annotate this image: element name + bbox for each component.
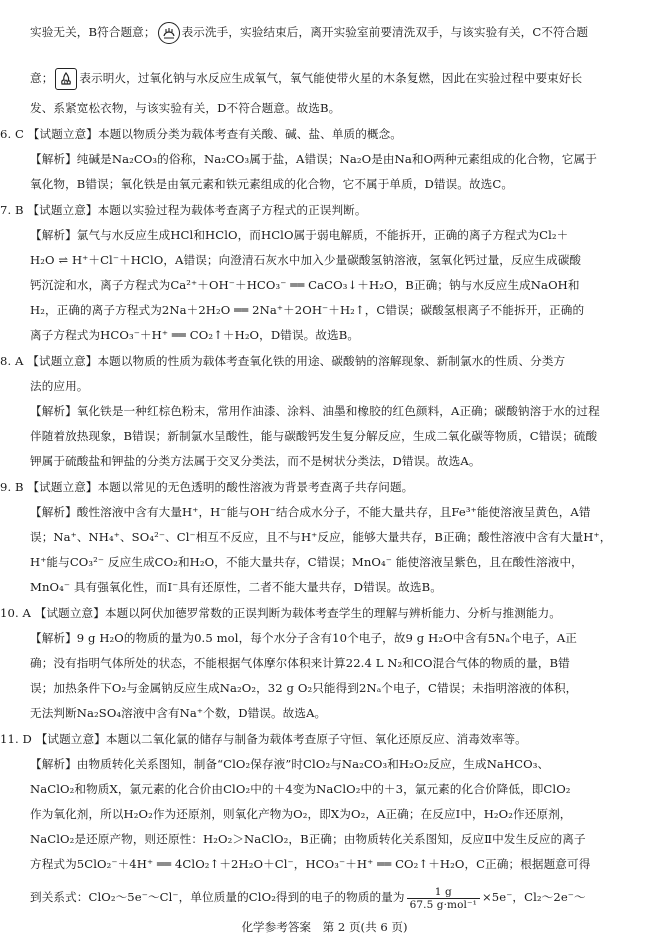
text-line-3: 发、系紧宽松衣物，与该实验有关，D不符合题意。故选B。: [30, 101, 341, 115]
text-line-25: 确；没有指明气体所处的状态，不能根据气体摩尔体积来计算22.4 L N₂和CO混合气体的物质的量，B错: [30, 656, 570, 670]
hand-wash-icon: [158, 22, 180, 44]
text-line-16: 伴随着放热现象，B错误；新制氯水呈酸性，能与碳酸钙发生复分解反应，生成二氧化碳等物质，C错误；硫酸: [30, 429, 598, 443]
text-line-2-part-a: 意；: [30, 71, 54, 85]
fraction-line-after: ×5e⁻，Cl₂～2e⁻～: [481, 890, 586, 904]
text-line-17: 钾属于硫酸盐和钾盐的分类方法属于交叉分类法，而不是树状分类法，D错误。故选A。: [30, 454, 481, 468]
text-line-13: 8. A 【试题立意】本题以物质的性质为载体考查氧化铁的用途、碳酸钠的溶解现象、新制氯水的性质、分类方: [0, 354, 566, 368]
text-line-2: [0, 68, 649, 90]
text-line-23: 10. A 【试题立意】本题以阿伏加德罗常数的正误判断为载体考查学生的理解与辨析能力、分析与推测能力。: [0, 606, 562, 620]
text-line-9: H₂O ⇌ H⁺＋Cl⁻＋HClO，A错误；向澄清石灰水中加入少量碳酸氢钠溶液，氢氧化钙过量，反应生成碳酸: [30, 253, 582, 267]
text-line-31: 作为氧化剂，所以H₂O₂作为还原剂，则氧化产物为O₂，即X为O₂，A正确；在反应Ⅰ中，H₂O₂作还原剂，: [30, 807, 572, 821]
text-line-21: H⁺能与CO₃²⁻ 反应生成CO₂和H₂O，不能大量共存，C错误；MnO₄⁻ 能使溶液呈紫色，且在酸性溶液中，: [30, 555, 583, 569]
text-line-24: 【解析】9 g H₂O的物质的量为0.5 mol，每个水分子含有10个电子，故9 g H₂O中含有5Nₐ个电子，A正: [30, 631, 577, 645]
text-line-32: NaClO₂是还原产物，则还原性：H₂O₂＞NaClO₂，B正确；由物质转化关系图知，反应Ⅱ中发生反应的离子: [30, 832, 586, 846]
text-line-6: 氧化物，B错误；氧化铁是由氧元素和铁元素组成的化合物，它不属于单质，D错误。故选C。: [30, 177, 514, 191]
fraction-denominator: 67.5 g·mol⁻¹: [409, 898, 477, 911]
text-line-5: 【解析】纯碱是Na₂CO₃的俗称，Na₂CO₃属于盐，A错误；Na₂O是由Na和O两种元素组成的化合物，它属于: [30, 152, 597, 166]
text-line-19: 【解析】酸性溶液中含有大量H⁺，H⁻能与OH⁻结合成水分子，不能大量共存，且Fe³⁺能使溶液呈黄色，A错: [30, 505, 591, 519]
text-line-18: 9. B 【试题立意】本题以常见的无色透明的酸性溶液为背景考查离子共存问题。: [0, 480, 414, 494]
text-line-12: 离子方程式为HCO₃⁻＋H⁺ ══ CO₂↑＋H₂O，D错误。故选B。: [30, 328, 360, 342]
fraction-numerator: 1 g: [407, 886, 480, 899]
text-line-15: 【解析】氧化铁是一种红棕色粉末，常用作油漆、涂料、油墨和橡胶的红色颜料，A正确；碳酸钠溶于水的过程: [30, 404, 600, 418]
flame-icon: [55, 68, 77, 90]
text-line-1-part-b: 表示洗手，实验结束后，离开实验室前要清洗双手，与该实验有关，C不符合题: [181, 25, 589, 39]
text-line-7: 7. B 【试题立意】本题以实验过程为载体考查离子方程式的正误判断。: [0, 203, 367, 217]
text-line-1-part-a: 实验无关，B符合题意；: [30, 25, 156, 39]
text-line-20: 误；Na⁺、NH₄⁺、SO₄²⁻、Cl⁻相互不反应，且不与H⁺反应，能够大量共存，B正确；酸性溶液中含有大量H⁺，: [30, 530, 612, 544]
text-line-28: 11. D 【试题立意】本题以二氧化氯的储存与制备为载体考查原子守恒、氧化还原反应、消毒效率等。: [0, 732, 527, 746]
text-line-fraction: [0, 883, 649, 911]
fraction-line-before: 到关系式：ClO₂～5e⁻～Cl⁻，单位质量的ClO₂得到的电子的物质的量为: [30, 890, 405, 904]
text-line-11: H₂，正确的离子方程式为2Na＋2H₂O ══ 2Na⁺＋2OH⁻＋H₂↑，C错误；碳酸氢根离子不能拆开，正确的: [30, 303, 585, 317]
fraction: [407, 886, 480, 911]
text-line-2-part-b: 表示明火，过氧化钠与水反应生成氧气，氧气能使带火星的木条复燃，因此在实验过程中要束好长: [79, 71, 583, 85]
text-line-29: 【解析】由物质转化关系图知，制备“ClO₂保存液”时ClO₂与Na₂CO₃和H₂O₂反应，生成NaHCO₃、: [30, 757, 550, 771]
text-line-27: 无法判断Na₂SO₄溶液中含有Na⁺个数，D错误。故选A。: [30, 706, 327, 720]
text-line-1: [0, 22, 649, 44]
text-line-10: 钙沉淀和水，离子方程式为Ca²⁺＋OH⁻＋HCO₃⁻ ══ CaCO₃↓＋H₂O，B正确；钠与水反应生成NaOH和: [30, 278, 580, 292]
text-line-30: NaClO₂和物质X，氯元素的化合价由ClO₂中的＋4变为NaClO₂中的＋3，氯元素的化合价降低，即ClO₂: [30, 782, 571, 796]
text-line-14: 法的应用。: [30, 379, 89, 393]
text-line-4: 6. C 【试题立意】本题以物质分类为载体考查有关酸、碱、盐、单质的概念。: [0, 127, 403, 141]
text-line-33: 方程式为5ClO₂⁻＋4H⁺ ══ 4ClO₂↑＋2H₂O＋Cl⁻，HCO₃⁻＋H⁺ ══ CO₂↑＋H₂O，C正确；根据题意可得: [30, 857, 591, 871]
text-line-22: MnO₄⁻ 具有强氧化性，而I⁻具有还原性，二者不能大量共存，D错误。故选B。: [30, 580, 442, 594]
text-line-26: 误；加热条件下O₂与金属钠反应生成Na₂O₂，32 g O₂只能得到2Nₐ个电子，C错误；未指明溶液的体积，: [30, 681, 578, 695]
text-line-8: 【解析】氯气与水反应生成HCl和HClO，而HClO属于弱电解质，不能拆开，正确的离子方程式为Cl₂＋: [30, 228, 569, 242]
page-footer: 化学参考答案 第 2 页(共 6 页): [241, 920, 408, 934]
